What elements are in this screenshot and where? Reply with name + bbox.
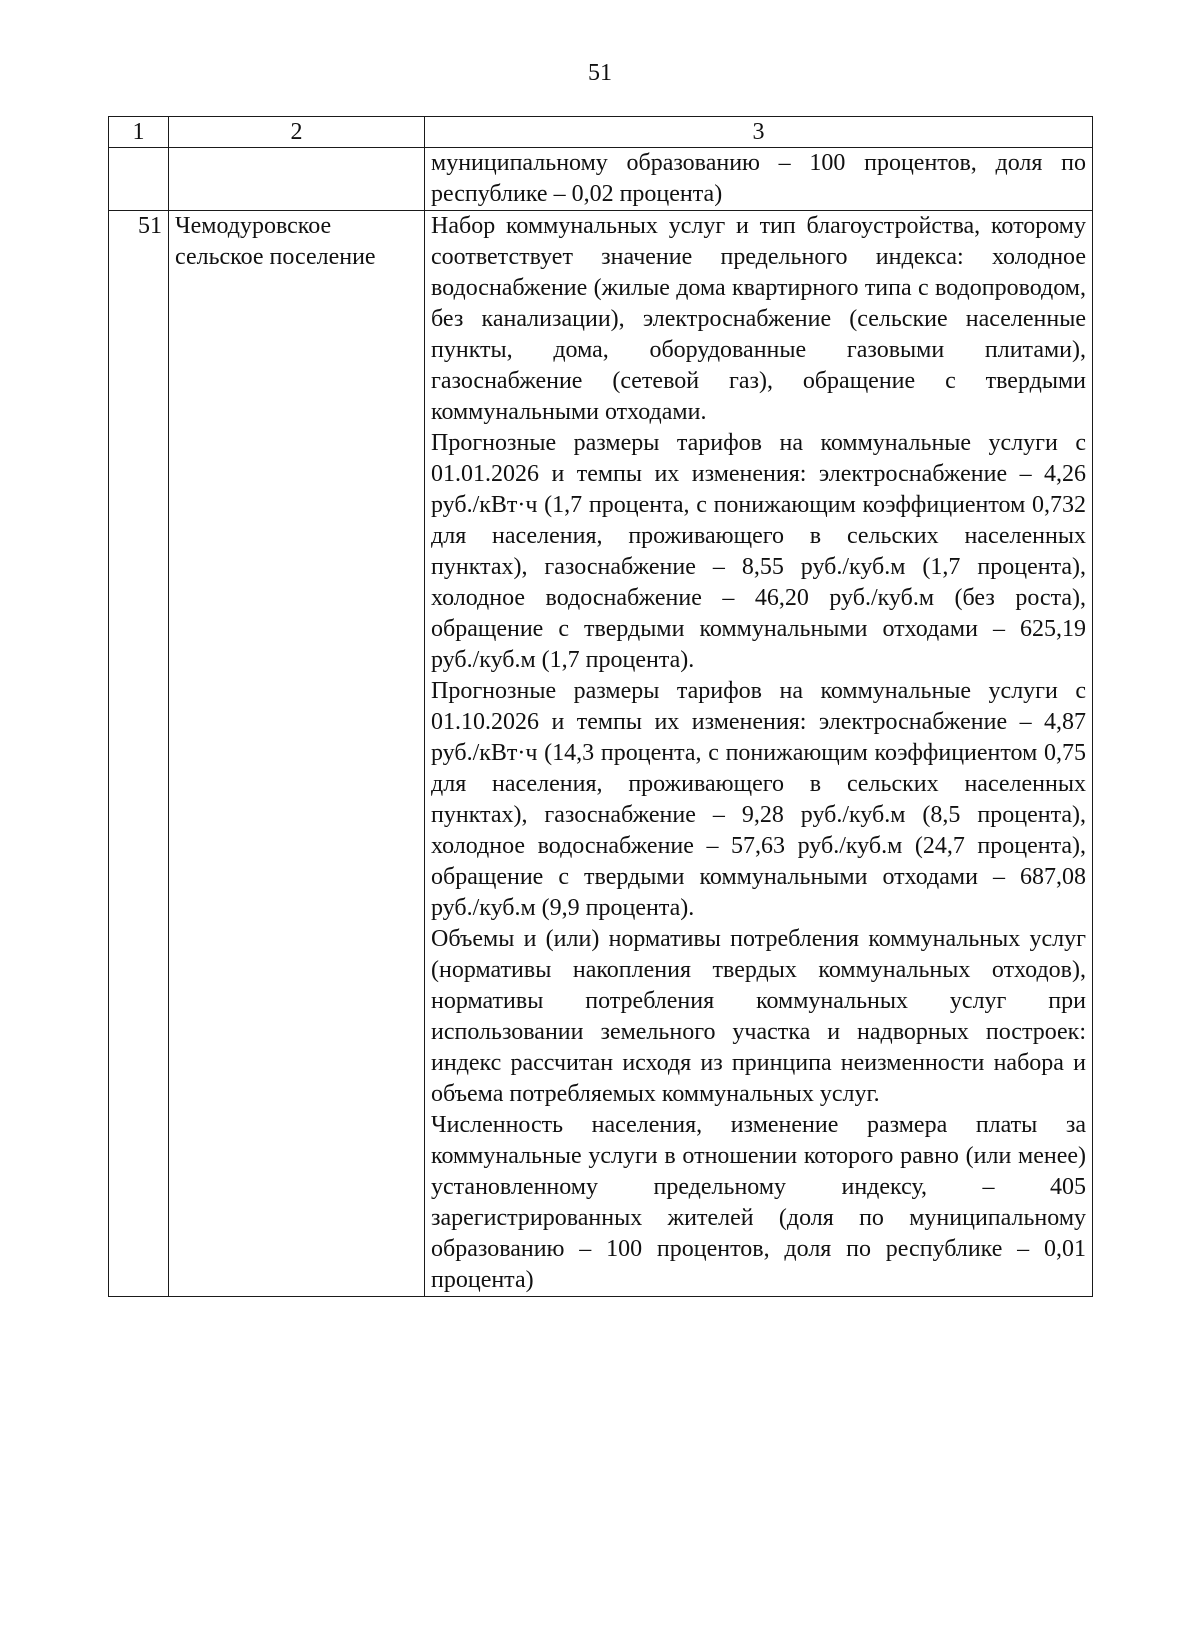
- description-paragraph-tariffs-january: Прогнозные размеры тарифов на коммунальные услуги с 01.01.2026 и темпы их изменения: электроснабжение – 4,26 руб./кВт·ч (1,7 процента, с понижающим коэффициентом 0,732 для населения, проживающего в сельских населенных пунктах), газоснабжение – 8,55 руб./куб.м (1,7 процента), холодное водоснабжение – 46,20 руб./куб.м (без роста), обращение с твердыми коммунальными отходами – 625,19 руб./куб.м (1,7 процента).: [431, 430, 1086, 673]
- table-row-continuation: [109, 148, 1093, 211]
- header-col-1: 1: [109, 117, 169, 148]
- table-row: [109, 211, 1093, 1297]
- description-cell: [425, 211, 1093, 1297]
- description-paragraph-norms: Объемы и (или) нормативы потребления коммунальных услуг (нормативы накопления твердых коммунальных отходов), нормативы потребления коммунальных услуг при использовании земельного участка и надворных построек: индекс рассчитан исходя из принципа неизменности набора и объема потребляемых коммунальных услуг.: [431, 926, 1086, 1107]
- table-body: [109, 148, 1093, 1297]
- description-paragraph-population: Численность населения, изменение размера платы за коммунальные услуги в отношении которого равно (или менее) установленному предельному индексу, – 405 зарегистрированных жителей (доля по муниципальному образованию – 100 процентов, доля по республике – 0,01 процента): [431, 1112, 1086, 1293]
- description-paragraph: муниципальному образованию – 100 процентов, доля по республике – 0,02 процента): [431, 150, 1086, 207]
- header-col-3: 3: [425, 117, 1093, 148]
- description-paragraph-services: Набор коммунальных услуг и тип благоустройства, которому соответствует значение предельного индекса: холодное водоснабжение (жилые дома квартирного типа с водопроводом, без канализации), электроснабжение (сельские населенные пункты, дома, оборудованные газовыми плитами), газоснабжение (сетевой газ), обращение с твердыми коммунальными отходами.: [431, 213, 1086, 425]
- page-number: 51: [588, 60, 612, 86]
- row-number-cell: [109, 148, 169, 211]
- tariff-table: [108, 116, 1093, 1297]
- header-col-2: 2: [169, 117, 425, 148]
- settlement-name-cell: [169, 148, 425, 211]
- header-row: [109, 117, 1093, 148]
- row-number-cell: 51: [109, 211, 169, 1297]
- description-cell: [425, 148, 1093, 211]
- description-paragraph-tariffs-october: Прогнозные размеры тарифов на коммунальные услуги с 01.10.2026 и темпы их изменения: электроснабжение – 4,87 руб./кВт·ч (14,3 процента, с понижающим коэффициентом 0,75 для населения, проживающего в сельских населенных пунктах), газоснабжение – 9,28 руб./куб.м (8,5 процента), холодное водоснабжение – 57,63 руб./куб.м (24,7 процента), обращение с твердыми коммунальными отходами – 687,08 руб./куб.м (9,9 процента).: [431, 678, 1086, 921]
- settlement-name-cell: Чемодуровское сельское поселение: [169, 211, 425, 1297]
- table-header: [109, 117, 1093, 148]
